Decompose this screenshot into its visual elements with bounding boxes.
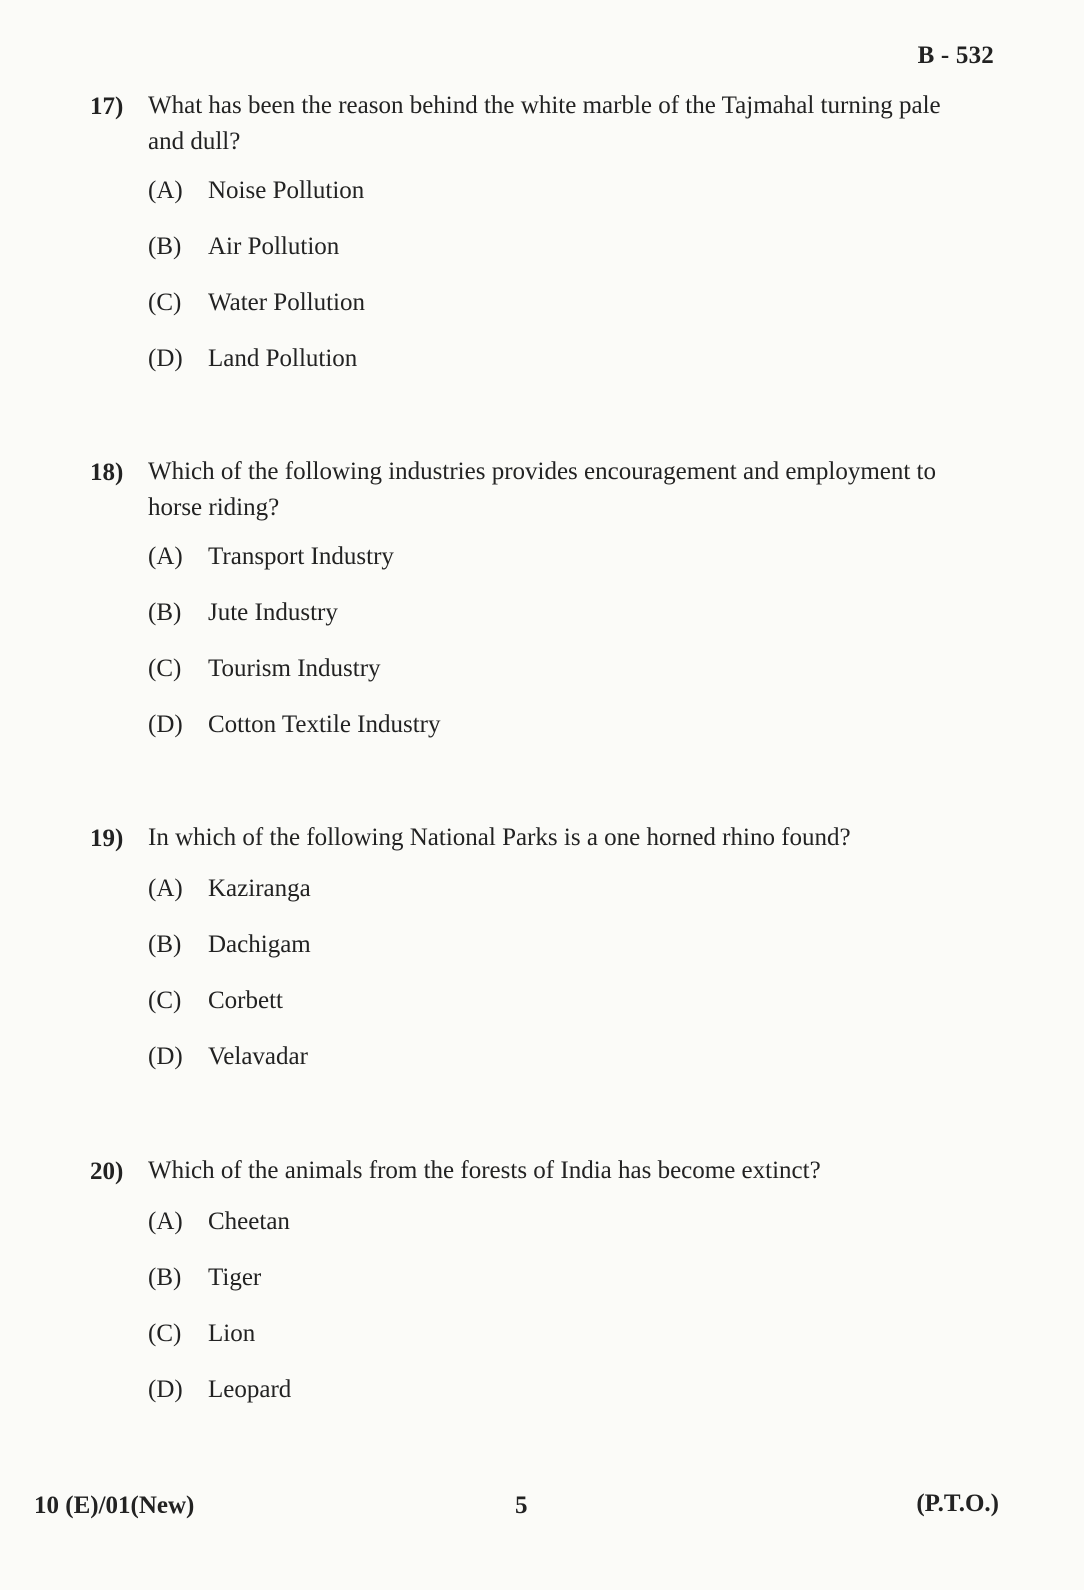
option-letter: (D) — [148, 345, 183, 372]
question-18 — [90, 454, 950, 766]
question-text: In which of the following National Parks is a one horned rhino found? — [148, 824, 851, 851]
option-d — [148, 710, 950, 766]
question-number: 18) — [90, 459, 124, 486]
option-text: Cheetan — [208, 1208, 290, 1235]
option-list — [148, 1207, 950, 1431]
option-letter: (C) — [148, 1320, 182, 1347]
option-text: Air Pollution — [208, 233, 340, 260]
option-b — [148, 930, 950, 986]
option-a — [148, 1207, 950, 1263]
question-head — [90, 820, 950, 858]
paper-code: B - 532 — [917, 42, 994, 69]
pto-note: (P.T.O.) — [916, 1490, 999, 1517]
question-number: 17) — [90, 93, 124, 120]
option-letter: (A) — [148, 543, 183, 570]
option-letter: (A) — [148, 1208, 183, 1235]
option-c — [148, 1319, 950, 1375]
option-letter: (C) — [148, 289, 182, 316]
option-b — [148, 232, 950, 288]
option-letter: (D) — [148, 1376, 183, 1403]
question-20 — [90, 1153, 950, 1431]
question-number: 19) — [90, 825, 124, 852]
option-a — [148, 874, 950, 930]
option-list — [148, 874, 950, 1098]
option-a — [148, 176, 950, 232]
question-19 — [90, 820, 950, 1098]
footer-code: 10 (E)/01(New) — [34, 1492, 195, 1519]
option-text: Land Pollution — [208, 345, 358, 372]
page-number: 5 — [515, 1492, 528, 1519]
option-b — [148, 598, 950, 654]
question-text: Which of the animals from the forests of India has become extinct? — [148, 1157, 821, 1184]
option-text: Jute Industry — [208, 599, 338, 626]
option-letter: (C) — [148, 655, 182, 682]
question-number: 20) — [90, 1158, 124, 1185]
option-letter: (D) — [148, 711, 183, 738]
option-letter: (B) — [148, 233, 182, 260]
option-letter: (A) — [148, 177, 183, 204]
question-head — [90, 88, 950, 160]
option-text: Tourism Industry — [208, 655, 381, 682]
question-head — [90, 1153, 950, 1191]
question-text: Which of the following industries provides encouragement and employment to horse riding? — [148, 458, 937, 521]
option-letter: (B) — [148, 1264, 182, 1291]
question-text: What has been the reason behind the white marble of the Tajmahal turning pale and dull? — [148, 92, 941, 155]
option-text: Velavadar — [208, 1043, 308, 1070]
option-c — [148, 986, 950, 1042]
option-letter: (D) — [148, 1043, 183, 1070]
option-text: Lion — [208, 1320, 256, 1347]
option-a — [148, 542, 950, 598]
option-text: Transport Industry — [208, 543, 394, 570]
option-letter: (A) — [148, 875, 183, 902]
option-c — [148, 654, 950, 710]
option-text: Tiger — [208, 1264, 262, 1291]
option-letter: (C) — [148, 987, 182, 1014]
option-d — [148, 1042, 950, 1098]
option-d — [148, 344, 950, 400]
option-list — [148, 176, 950, 400]
option-text: Noise Pollution — [208, 177, 365, 204]
option-b — [148, 1263, 950, 1319]
question-head — [90, 454, 950, 526]
option-d — [148, 1375, 950, 1431]
option-c — [148, 288, 950, 344]
option-text: Water Pollution — [208, 289, 365, 316]
option-letter: (B) — [148, 599, 182, 626]
option-text: Dachigam — [208, 931, 311, 958]
option-text: Cotton Textile Industry — [208, 711, 441, 738]
option-text: Kaziranga — [208, 875, 311, 902]
question-17 — [90, 88, 950, 400]
option-letter: (B) — [148, 931, 182, 958]
option-text: Corbett — [208, 987, 283, 1014]
option-list — [148, 542, 950, 766]
option-text: Leopard — [208, 1376, 292, 1403]
